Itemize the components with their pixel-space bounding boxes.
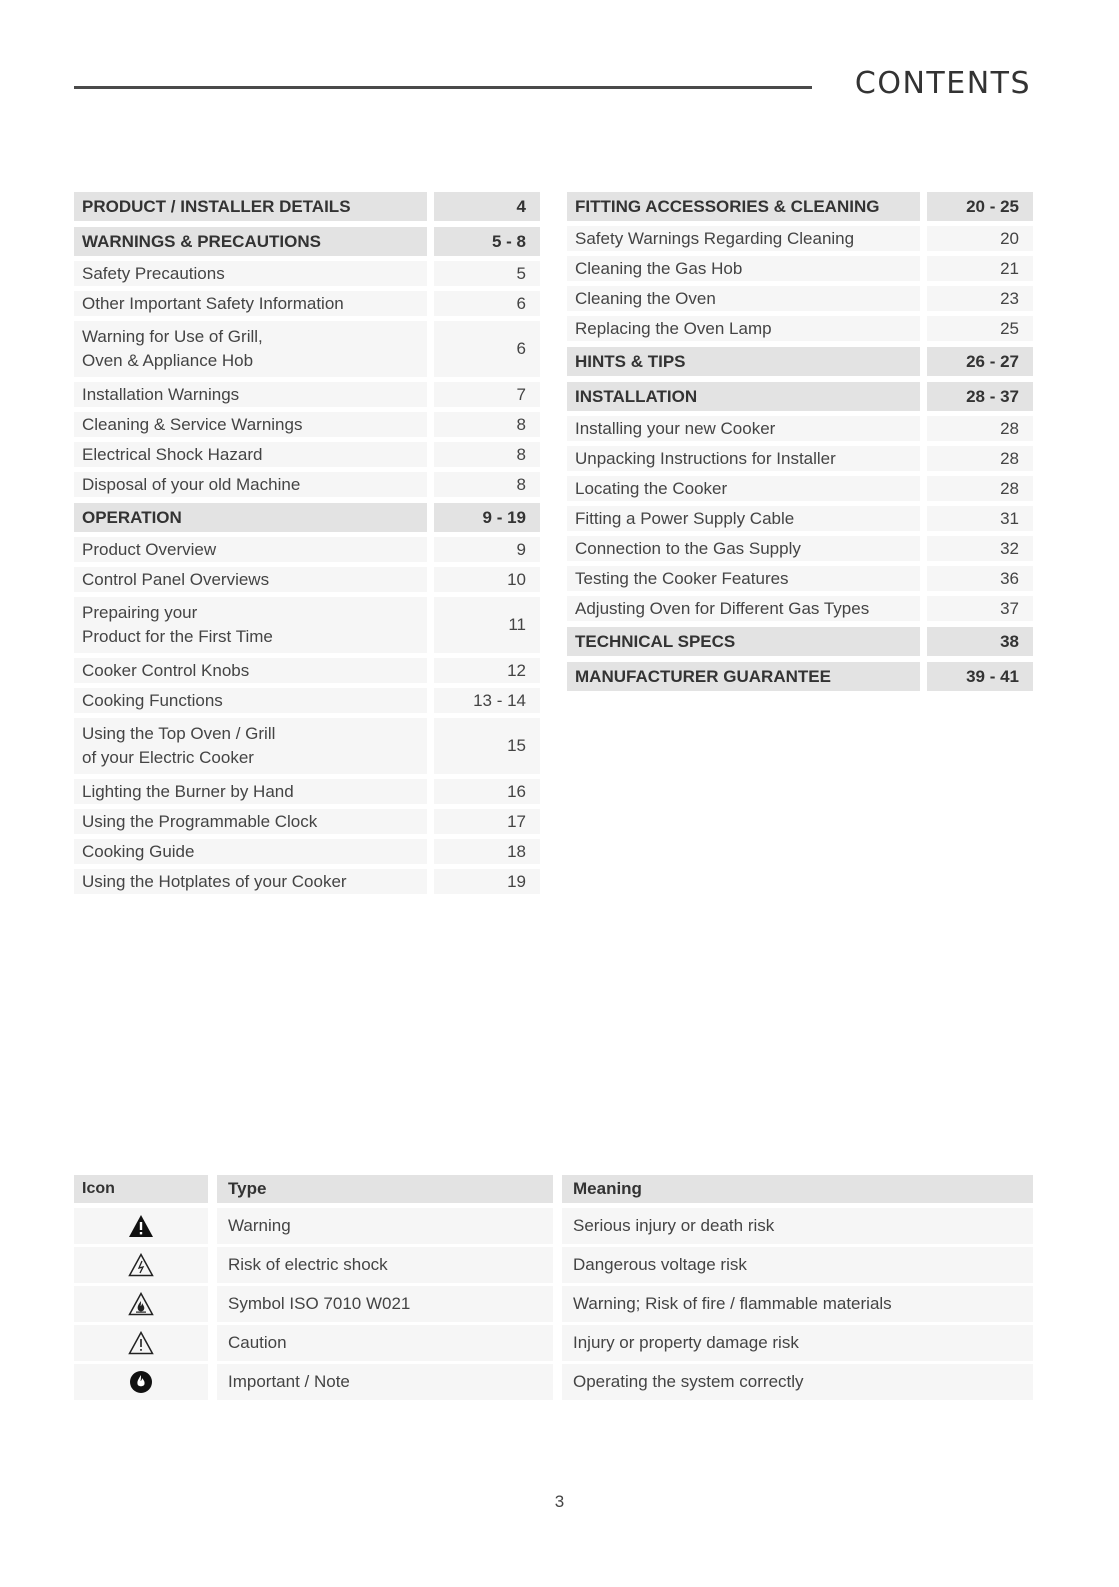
toc-section-title: FITTING ACCESSORIES & CLEANING <box>567 192 920 221</box>
toc-page-number: 4 <box>434 192 540 221</box>
toc-entry-title: Using the Top Oven / Grill of your Electric Cooker <box>74 718 427 774</box>
caution-icon <box>74 1325 208 1361</box>
toc-page-number: 6 <box>434 321 540 377</box>
icon-legend-table <box>74 1175 1033 1403</box>
toc-page-number: 8 <box>434 412 540 437</box>
toc-page-number: 38 <box>927 627 1033 656</box>
legend-row <box>74 1286 1033 1322</box>
toc-entry-row[interactable] <box>567 446 1033 471</box>
toc-entry-title: Installation Warnings <box>74 382 427 407</box>
legend-row <box>74 1247 1033 1283</box>
toc-page-number: 19 <box>434 869 540 894</box>
toc-section-row[interactable] <box>567 192 1033 221</box>
toc-entry-title: Product Overview <box>74 537 427 562</box>
legend-row <box>74 1325 1033 1361</box>
toc-entry-row[interactable] <box>74 321 540 377</box>
toc-entry-title: Control Panel Overviews <box>74 567 427 592</box>
toc-entry-title: Connection to the Gas Supply <box>567 536 920 561</box>
toc-entry-row[interactable] <box>74 688 540 713</box>
toc-page-number: 20 - 25 <box>927 192 1033 221</box>
toc-page-number: 9 <box>434 537 540 562</box>
legend-header-meaning: Meaning <box>562 1175 1033 1203</box>
toc-page-number: 36 <box>927 566 1033 591</box>
legend-meaning: Operating the system correctly <box>562 1364 1033 1400</box>
toc-entry-title: Other Important Safety Information <box>74 291 427 316</box>
legend-type: Caution <box>217 1325 553 1361</box>
toc-entry-title: Safety Precautions <box>74 261 427 286</box>
toc-entry-row[interactable] <box>567 316 1033 341</box>
toc-entry-row[interactable] <box>74 472 540 497</box>
toc-section-row[interactable] <box>74 227 540 256</box>
toc-page-number: 25 <box>927 316 1033 341</box>
toc-page-number: 26 - 27 <box>927 347 1033 376</box>
legend-type: Warning <box>217 1208 553 1244</box>
legend-meaning: Warning; Risk of fire / flammable materials <box>562 1286 1033 1322</box>
legend-meaning: Injury or property damage risk <box>562 1325 1033 1361</box>
toc-entry-row[interactable] <box>74 658 540 683</box>
legend-row <box>74 1208 1033 1244</box>
toc-page-number: 21 <box>927 256 1033 281</box>
toc-page-number: 5 <box>434 261 540 286</box>
toc-page-number: 8 <box>434 442 540 467</box>
toc-section-title: PRODUCT / INSTALLER DETAILS <box>74 192 427 221</box>
page-title: CONTENTS <box>854 66 1031 101</box>
toc-entry-title: Warning for Use of Grill, Oven & Appliance Hob <box>74 321 427 377</box>
toc-section-row[interactable] <box>567 382 1033 411</box>
toc-page-number: 5 - 8 <box>434 227 540 256</box>
toc-entry-title: Disposal of your old Machine <box>74 472 427 497</box>
toc-page-number: 32 <box>927 536 1033 561</box>
legend-header-row <box>74 1175 1033 1203</box>
toc-entry-title: Adjusting Oven for Different Gas Types <box>567 596 920 621</box>
toc-entry-row[interactable] <box>567 256 1033 281</box>
toc-entry-title: Electrical Shock Hazard <box>74 442 427 467</box>
toc-entry-row[interactable] <box>74 382 540 407</box>
toc-entry-title: Unpacking Instructions for Installer <box>567 446 920 471</box>
toc-entry-title: Cleaning the Gas Hob <box>567 256 920 281</box>
toc-entry-row[interactable] <box>567 286 1033 311</box>
toc-entry-row[interactable] <box>567 476 1033 501</box>
toc-entry-row[interactable] <box>74 597 540 653</box>
toc-page-number: 28 <box>927 476 1033 501</box>
toc-left-column <box>74 192 540 899</box>
toc-entry-title: Testing the Cooker Features <box>567 566 920 591</box>
header-rule <box>74 86 812 89</box>
toc-entry-title: Cooking Guide <box>74 839 427 864</box>
flammable-icon <box>74 1286 208 1322</box>
toc-page-number: 7 <box>434 382 540 407</box>
toc-entry-title: Using the Programmable Clock <box>74 809 427 834</box>
toc-section-row[interactable] <box>567 347 1033 376</box>
toc-section-title: TECHNICAL SPECS <box>567 627 920 656</box>
toc-page-number: 23 <box>927 286 1033 311</box>
toc-page-number: 39 - 41 <box>927 662 1033 691</box>
toc-entry-title: Cleaning & Service Warnings <box>74 412 427 437</box>
toc-entry-title: Installing your new Cooker <box>567 416 920 441</box>
electric-shock-icon <box>74 1247 208 1283</box>
toc-page-number: 13 - 14 <box>434 688 540 713</box>
toc-page-number: 37 <box>927 596 1033 621</box>
toc-section-title: OPERATION <box>74 503 427 532</box>
legend-type: Important / Note <box>217 1364 553 1400</box>
toc-entry-row[interactable] <box>74 442 540 467</box>
toc-page-number: 17 <box>434 809 540 834</box>
toc-page-number: 15 <box>434 718 540 774</box>
toc-page-number: 9 - 19 <box>434 503 540 532</box>
toc-entry-title: Prepairing your Product for the First Time <box>74 597 427 653</box>
important-note-icon <box>74 1364 208 1400</box>
toc-page-number: 6 <box>434 291 540 316</box>
toc-entry-title: Fitting a Power Supply Cable <box>567 506 920 531</box>
toc-entry-title: Cooking Functions <box>74 688 427 713</box>
toc-entry-row[interactable] <box>74 291 540 316</box>
toc-entry-row[interactable] <box>74 809 540 834</box>
toc-entry-title: Replacing the Oven Lamp <box>567 316 920 341</box>
toc-right-column <box>567 192 1033 696</box>
toc-entry-title: Safety Warnings Regarding Cleaning <box>567 226 920 251</box>
toc-page-number: 8 <box>434 472 540 497</box>
legend-type: Symbol ISO 7010 W021 <box>217 1286 553 1322</box>
toc-page-number: 18 <box>434 839 540 864</box>
toc-entry-row[interactable] <box>74 567 540 592</box>
legend-type: Risk of electric shock <box>217 1247 553 1283</box>
toc-page-number: 28 <box>927 446 1033 471</box>
toc-entry-row[interactable] <box>74 261 540 286</box>
toc-section-row[interactable] <box>567 662 1033 691</box>
toc-section-row[interactable] <box>74 503 540 532</box>
toc-entry-row[interactable] <box>567 566 1033 591</box>
toc-page-number: 12 <box>434 658 540 683</box>
toc-section-row[interactable] <box>74 192 540 221</box>
toc-section-row[interactable] <box>567 627 1033 656</box>
legend-meaning: Serious injury or death risk <box>562 1208 1033 1244</box>
legend-header-type: Type <box>217 1175 553 1203</box>
toc-entry-row[interactable] <box>74 537 540 562</box>
toc-entry-row[interactable] <box>74 779 540 804</box>
page-number: 3 <box>554 1492 565 1511</box>
toc-section-title: MANUFACTURER GUARANTEE <box>567 662 920 691</box>
legend-row <box>74 1364 1033 1400</box>
legend-meaning: Dangerous voltage risk <box>562 1247 1033 1283</box>
warning-filled-icon <box>74 1208 208 1244</box>
toc-entry-title: Cooker Control Knobs <box>74 658 427 683</box>
toc-entry-row[interactable] <box>567 596 1033 621</box>
toc-entry-row[interactable] <box>567 226 1033 251</box>
toc-entry-title: Locating the Cooker <box>567 476 920 501</box>
toc-section-title: WARNINGS & PRECAUTIONS <box>74 227 427 256</box>
toc-entry-title: Cleaning the Oven <box>567 286 920 311</box>
toc-section-title: INSTALLATION <box>567 382 920 411</box>
toc-entry-row[interactable] <box>74 718 540 774</box>
toc-page-number: 28 - 37 <box>927 382 1033 411</box>
toc-page-number: 20 <box>927 226 1033 251</box>
toc-page-number: 28 <box>927 416 1033 441</box>
toc-page-number: 16 <box>434 779 540 804</box>
toc-entry-row[interactable] <box>74 412 540 437</box>
toc-entry-row[interactable] <box>567 506 1033 531</box>
toc-entry-title: Using the Hotplates of your Cooker <box>74 869 427 894</box>
toc-entry-row[interactable] <box>74 869 540 894</box>
toc-entry-row[interactable] <box>74 839 540 864</box>
toc-entry-title: Lighting the Burner by Hand <box>74 779 427 804</box>
toc-entry-row[interactable] <box>567 416 1033 441</box>
toc-entry-row[interactable] <box>567 536 1033 561</box>
toc-section-title: HINTS & TIPS <box>567 347 920 376</box>
toc-page-number: 10 <box>434 567 540 592</box>
toc-page-number: 31 <box>927 506 1033 531</box>
legend-header-icon: Icon <box>74 1175 208 1203</box>
toc-page-number: 11 <box>434 597 540 653</box>
